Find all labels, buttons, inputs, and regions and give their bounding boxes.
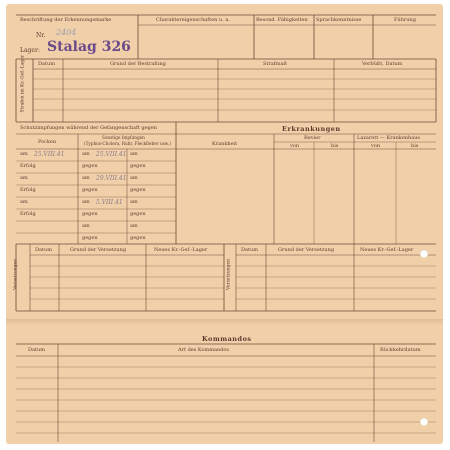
strafen-strafmass-header: Strafmaß: [263, 61, 287, 67]
punch-hole: [420, 250, 428, 258]
impf-sonstige-label: gegen: [82, 235, 98, 241]
vers-grund-header-left: Grund der Versetzung: [70, 247, 127, 253]
impf-sonstige2-label: gegen: [130, 235, 146, 241]
lazarett-von: von: [371, 143, 381, 149]
impf-sonstige2-label: am: [130, 175, 138, 181]
kommandos-rueckkehr-header: Rückkehrdatum: [380, 347, 421, 353]
punch-hole: [420, 418, 428, 426]
versetzungen-side-label-right: Versetzungen: [226, 258, 232, 290]
strafen-datum-header: Datum: [38, 61, 55, 67]
revier-bis: bis: [331, 143, 339, 149]
kommandos-title: Kommandos: [202, 335, 252, 343]
impf-pocken-label: Erfolg: [20, 163, 36, 169]
sonstige-header: Sonstige Impfungen: [102, 135, 145, 140]
header-charakter: Charaktereigenschaften u. a.: [156, 17, 230, 23]
impf-sonstige2-label: am: [130, 151, 138, 157]
impfungen-title: Schutzimpfungen während der Gefangenschaft gegen: [20, 125, 158, 131]
header-faehigkeiten: Besond. Fähigkeiten: [256, 17, 308, 23]
impf-sonstige-date: 29.VIII.41: [96, 175, 127, 182]
nr-label: Nr.: [36, 32, 46, 39]
impf-sonstige-label: am: [82, 199, 90, 205]
impf-sonstige2-label: gegen: [130, 163, 146, 169]
impf-sonstige-date: 5.VIII.41: [96, 199, 123, 206]
impf-sonstige2-label: am: [130, 199, 138, 205]
vers-datum-header-left: Datum: [35, 247, 52, 253]
vers-datum-header-right: Datum: [241, 247, 258, 253]
header-erkennungsmarke: Beschriftung der Erkennungsmarke: [20, 17, 112, 23]
versetzungen-side-label-left: Versetzungen: [13, 258, 19, 290]
lager-stamp: Stalag 326: [47, 39, 131, 55]
strafen-grund-header: Grund der Bestrafung: [110, 61, 166, 67]
impf-sonstige-label: am: [82, 223, 90, 229]
revier-header: Revier: [304, 135, 321, 141]
kommandos-datum-header: Datum: [28, 347, 45, 353]
impf-sonstige-date: 25.VIII.41: [96, 151, 127, 158]
impf-pocken-label: am: [20, 199, 28, 205]
impf-sonstige2-label: gegen: [130, 211, 146, 217]
vers-lager-header-right: Neues Kr.-Gef.-Lager: [360, 247, 414, 253]
sonstige-subheader: (Typhus-Cholera, Ruhr, Fleckfieber usw.): [84, 141, 171, 146]
strafen-verbuesst-header: Verbüßt, Datum: [362, 61, 403, 67]
impf-sonstige-label: am: [82, 151, 90, 157]
impf-pocken-label: Erfolg: [20, 211, 36, 217]
pocken-header: Pocken: [38, 139, 57, 145]
impf-pocken-label: Erfolg: [20, 187, 36, 193]
personnel-card: [6, 4, 443, 444]
krankheit-header: Krankheit: [212, 141, 238, 147]
vers-lager-header-left: Neues Kr.-Gef.-Lager: [154, 247, 208, 253]
lazarett-bis: bis: [411, 143, 419, 149]
impf-sonstige-label: gegen: [82, 187, 98, 193]
impf-pocken-label: am: [20, 151, 28, 157]
strafen-side-label: Strafen im Kr.-Gef.-Lager: [20, 54, 26, 113]
header-fuehrung: Führung: [394, 17, 416, 23]
impf-pocken-label: am: [20, 175, 28, 181]
lazarett-header: Lazarett — Krankenhaus: [357, 135, 420, 141]
impf-sonstige-label: am: [82, 175, 90, 181]
impf-sonstige2-label: gegen: [130, 187, 146, 193]
lager-label: Lager:: [20, 47, 40, 54]
impf-sonstige-label: gegen: [82, 211, 98, 217]
erkrankungen-title: Erkrankungen: [282, 125, 341, 133]
impf-sonstige-label: gegen: [82, 163, 98, 169]
impf-pocken-date: 25.VIII.41: [34, 151, 65, 158]
card-fold: [6, 319, 443, 325]
kommandos-art-header: Art des Kommandos: [178, 347, 229, 353]
card-grid-lines: [6, 4, 443, 444]
nr-value: 2404: [56, 28, 77, 37]
revier-von: von: [290, 143, 300, 149]
impf-sonstige2-label: am: [130, 223, 138, 229]
vers-grund-header-right: Grund der Versetzung: [278, 247, 335, 253]
header-sprachen: Sprachkenntnisse: [316, 17, 362, 23]
